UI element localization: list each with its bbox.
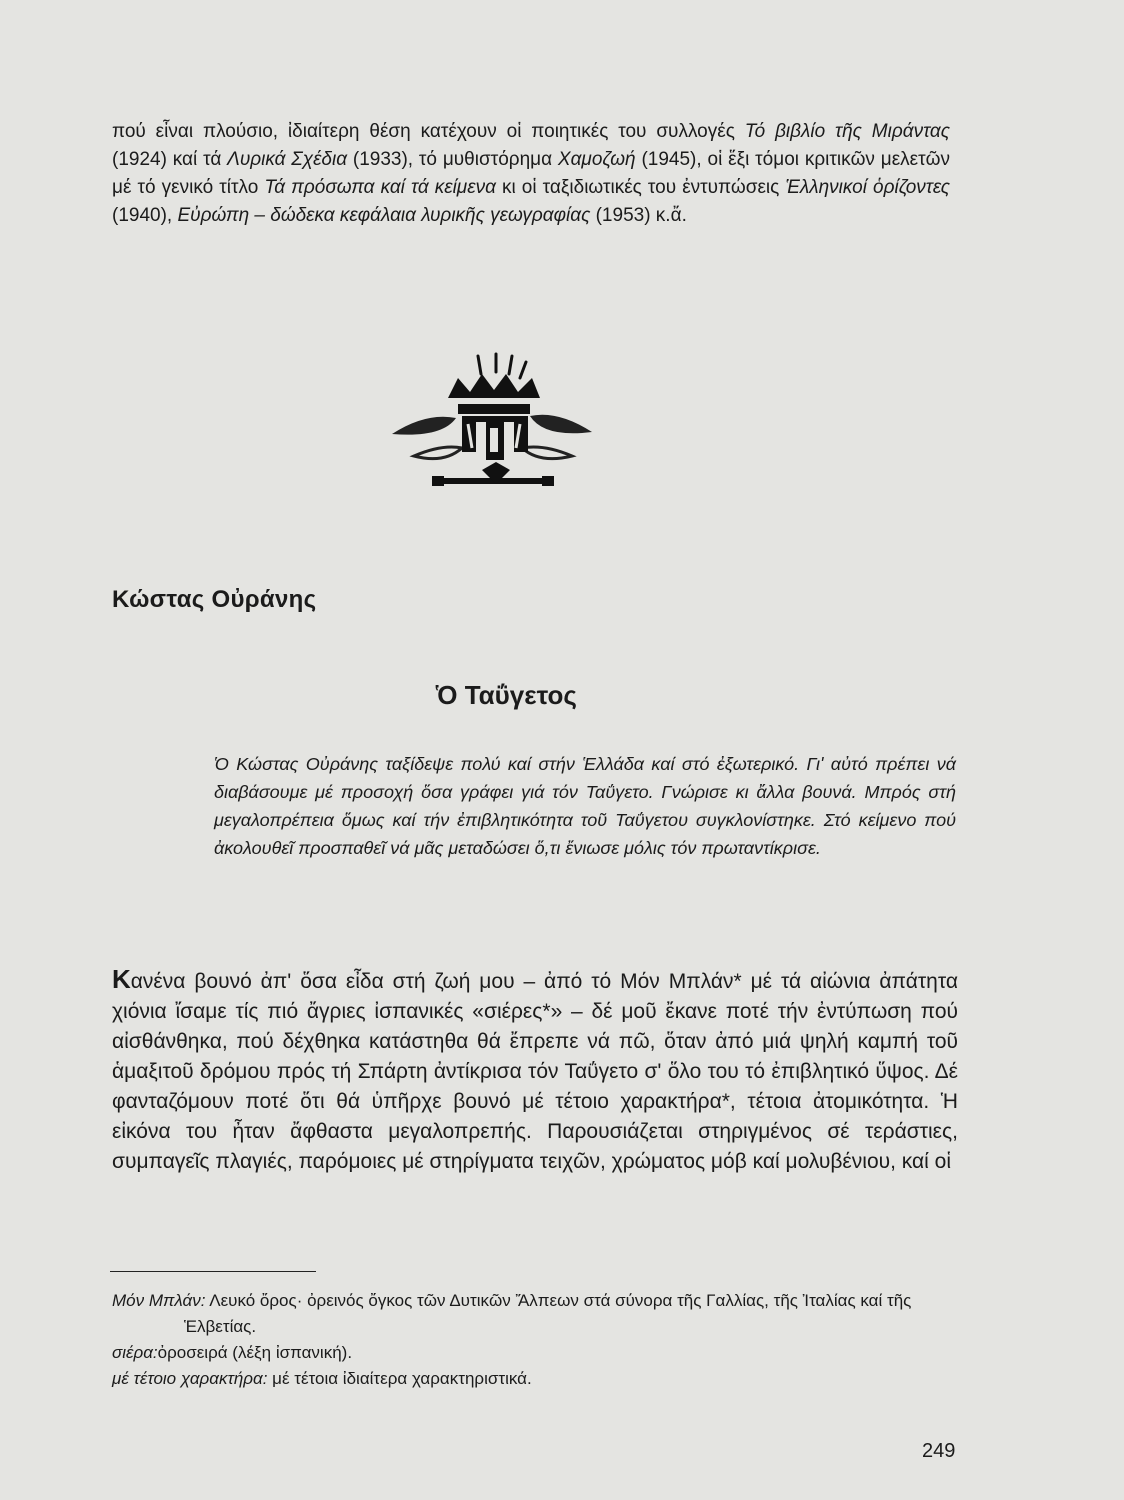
footnote-term: μέ τέτοιο χαρακτήρα: (112, 1369, 268, 1388)
footnote-item (112, 1288, 962, 1340)
main-text-body: ανένα βουνό ἀπ' ὅσα εἶδα στή ζωή μου – ἀπό τό Μόν Μπλάν* μέ τά αἰώνια ἀπάτητα χιόνια ἴσαμε τίς πιό ἄγριες ἰσπανικές «σιέρες*» – δέ μοῦ ἔκανε ποτέ τήν ἐντύπωση πού αἰσθάνθηκα, πού δέχθηκα κατάστηθα θά ἔπρεπε νά πῶ, ὅταν ἀπό μιά ψηλή καμπή τοῦ ἁμαξιτοῦ δρόμου πρός τή Σπάρτη ἀντίκρισα τόν Ταΰγετο σ' ὅλο του τό ἐπιβλητικό ὕψος. Δέ φανταζόμουν ποτέ ὅτι θά ὑπῆρχε βουνό μέ τέτοιο χαρακτήρα*, τέτοια ἀτομικότητα. Ἡ εἰκόνα του ἦταν ἄφθαστα μεγαλοπρεπής. Παρουσιάζεται στηριγμένος σέ τεράστιες, συμπαγεῖς πλαγιές, παρόμοιες μέ στηρίγματα τειχῶν, χρώματος μόβ καί μολυβένιου, καί οἱ (112, 970, 958, 1173)
intro-text: (1924) καί τά (112, 149, 228, 170)
footnote-term: Μόν Μπλάν: (112, 1291, 206, 1310)
work-title: Χαμοζωή (557, 149, 636, 170)
footnotes (112, 1288, 962, 1392)
work-title: Τό βιβλίο τῆς Μιράντας (744, 121, 950, 142)
author-heading: Κώστας Οὐράνης (112, 586, 317, 613)
footnote-text: ὀροσειρά (λέξη ἰσπανική). (157, 1343, 353, 1362)
footnote-term: σιέρα: (112, 1343, 158, 1362)
intro-text: (1940), (112, 205, 178, 226)
intro-paragraph (112, 118, 950, 230)
work-title: Εὐρώπη – δώδεκα κεφάλαια λυρικῆς γεωγραφίας (177, 205, 591, 226)
footnote-text: μέ τέτοια ἰδιαίτερα χαρακτηριστικά. (267, 1369, 532, 1388)
intro-text: (1953) κ.ἄ. (590, 205, 687, 226)
page-number: 249 (922, 1440, 956, 1462)
lotus-crown-ornament-icon (386, 352, 598, 502)
editor-note: Ὁ Κώστας Οὐράνης ταξίδεψε πολύ καί στήν Ἑλλάδα καί στό ἐξωτερικό. Γι' αὐτό πρέπει νά διαβάσουμε μέ προσοχή ὅσα γράφει γιά τόν Ταΰγετο. Γνώρισε κι ἄλλα βουνά. Μπρός στή μεγαλοπρέπεια ὅμως καί τήν ἐπιβλητικότητα τοῦ Ταΰγετου συγκλονίστηκε. Στό κείμενο πού ἀκολουθεῖ προσπαθεῖ νά μᾶς μεταδώσει ὅ,τι ἔνιωσε μόλις τόν πρωταντίκρισε. (214, 754, 956, 858)
chapter-title: Ὁ Ταΰγετος (436, 680, 577, 710)
footnote-divider (110, 1271, 316, 1272)
drop-cap: Κ (112, 964, 131, 994)
footnote-text: Λευκό ὄρος· ὀρεινός ὄγκος τῶν Δυτικῶν Ἄλπεων στά σύνορα τῆς Γαλλίας, τῆς Ἰταλίας καί τῆς Ἑλβετίας. (184, 1291, 912, 1336)
intro-text: (1933), τό μυθιστόρημα (347, 149, 558, 170)
main-text (112, 964, 958, 1177)
intro-text: (1945), οἱ ἕξι τόμοι κριτικῶν μελετῶν μέ τό γενικό τίτλο (112, 149, 950, 198)
work-title: Ἑλληνικοί ὁρίζοντες (785, 177, 950, 198)
work-title: Λυρικά Σχέδια (227, 149, 348, 170)
footnote-item (112, 1340, 962, 1366)
work-title: Τά πρόσωπα καί τά κείμενα (264, 177, 496, 198)
intro-text: πού εἶναι πλούσιο, ἰδιαίτερη θέση κατέχουν οἱ ποιητικές του συλλογές (112, 121, 745, 142)
intro-text: κι οἱ ταξιδιωτικές του ἐντυπώσεις (495, 177, 786, 198)
footnote-item (112, 1366, 962, 1392)
